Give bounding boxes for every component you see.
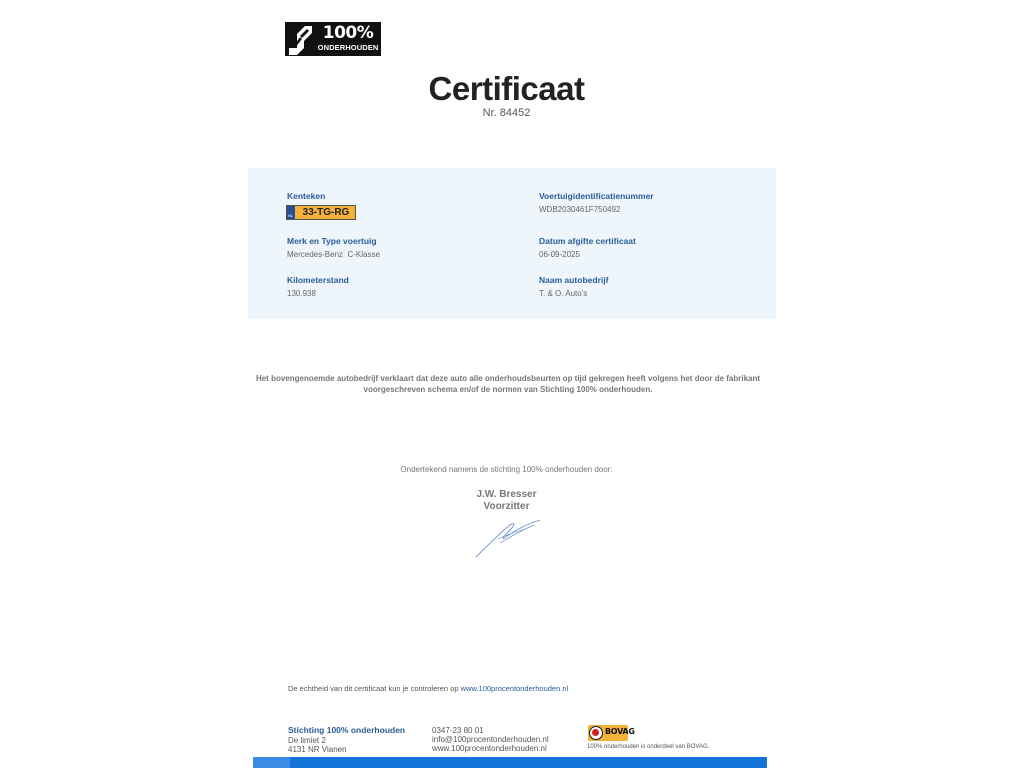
page-title: Certificaat [428,70,585,107]
footer-bar-accent [253,757,290,768]
footer-bar [253,757,767,768]
website-link[interactable]: www.100procentonderhouden.nl [432,744,547,753]
garage-label: Naam autobedrijf [539,275,609,285]
make-value: Mercedes-Benz C-Klasse [287,250,380,259]
statement-line-2: voorgeschreven schema en/of de normen van Stichting 100% onderhouden. [363,385,653,394]
km-value: 130.938 [287,289,316,298]
signature-image [470,515,545,560]
email-link[interactable]: info@100procentonderhouden.nl [432,735,549,744]
date-value: 06-09-2025 [539,250,580,259]
address-line-2: 4131 NR Vianen [288,745,347,754]
signer-role: Voorzitter [483,501,530,512]
garage-value: T. & O. Auto's [539,289,588,298]
verify-link[interactable]: www.100procentonderhouden.nl [460,684,569,693]
verify-text: De echtheid van dit certificaat kun je controleren op [288,684,459,693]
certificate-number: Nr. 84452 [482,107,531,119]
vin-label: Voertuigidentificatienummer [539,191,654,201]
logo-100-onderhouden [285,22,381,56]
wrench-check-icon [285,22,315,56]
logo-percent: 100% [322,23,374,43]
verify-line [288,684,568,693]
phone: 0347-23 80 01 [432,726,484,735]
make-label: Merk en Type voertuig [287,236,377,246]
km-label: Kilometerstand [287,275,349,285]
logo-word: ONDERHOUDEN [317,43,379,52]
bovag-note: 100% onderhouden is onderdeel van BOVAG. [587,744,710,750]
statement [255,373,761,395]
plate-value: 33-TG-RG [302,207,350,218]
bovag-logo-text: BOVAG [605,727,635,736]
address-line-1: De limiet 2 [288,736,326,745]
org-name: Stichting 100% onderhouden [288,725,406,735]
statement-line-1: Het bovengenoemde autobedrijf verklaart dat deze auto alle onderhoudsbeurten op tijd gekregen heeft volgens het door de fabrikant [255,374,761,383]
vin-value: WDB2030461F750492 [539,205,621,214]
license-plate [286,205,356,220]
date-label: Datum afgifte certificaat [539,236,636,246]
bovag-emblem-icon [589,726,603,740]
bovag-logo [588,725,635,741]
signed-by-text: Ondertekend namens de stichting 100% onderhouden door: [400,465,613,474]
eu-flag-icon: NL [287,206,295,219]
plate-label: Kenteken [287,191,326,201]
signer-name: J.W. Bresser [476,489,537,500]
